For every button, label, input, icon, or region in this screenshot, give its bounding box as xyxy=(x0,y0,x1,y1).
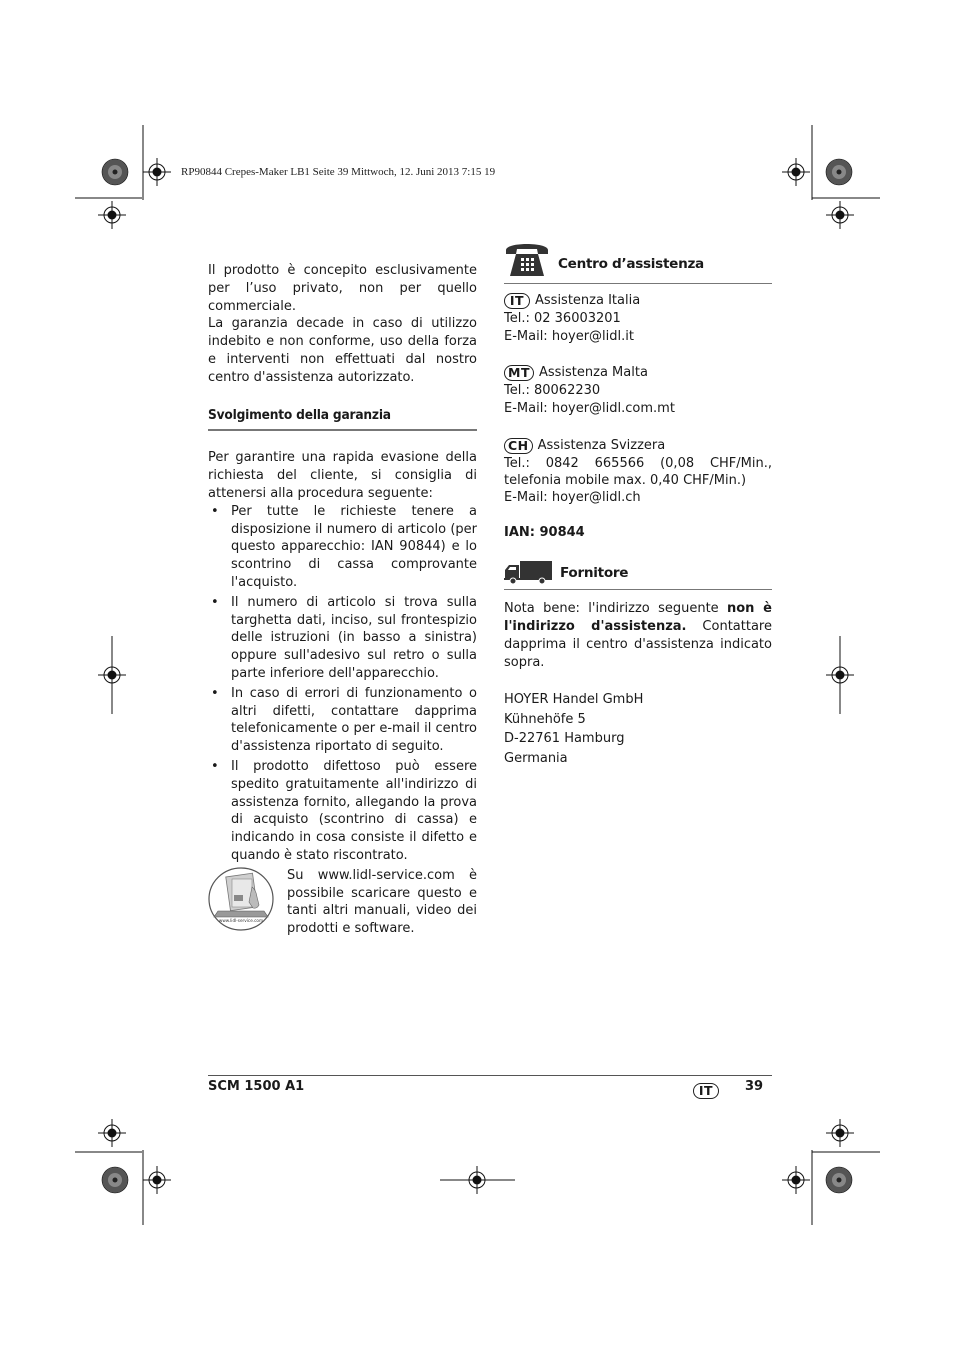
supplier-header xyxy=(504,560,772,590)
contact-email: E-Mail: hoyer@lidl.it xyxy=(504,328,634,344)
left-column xyxy=(208,262,477,938)
contact-name: Assistenza Italia xyxy=(535,293,641,308)
contact-tel: Tel.: 80062230 xyxy=(504,383,601,399)
lidl-service-text: Su www.lidl-service.com è possibile scaricare questo e tanti altri manuali, video dei prodotti e software. xyxy=(287,867,477,937)
country-badge-mt: MT xyxy=(504,365,534,381)
contact-email: E-Mail: hoyer@lidl.com.mt xyxy=(504,400,675,416)
section-title-warranty: Svolgimento della garanzia xyxy=(208,407,477,432)
address-line: D-22761 Hamburg xyxy=(504,731,625,747)
note-bold-text: non è l'indirizzo d'assistenza. xyxy=(504,601,772,634)
list-item: • Per tutte le richieste tenere a disposizione il numero di articolo (per questo apparecchio: IAN 90844) e lo scontrino di cassa comprovante l'acquisto. xyxy=(208,503,477,592)
list-item: • In caso di errori di funzionamento o altri difetti, contattare dapprima telefonicamente o per e-mail il centro d'assistenza riportato di seguito. xyxy=(208,685,477,756)
contact-italy xyxy=(504,292,772,345)
footer-model: SCM 1500 A1 xyxy=(208,1079,305,1094)
service-header xyxy=(504,238,772,284)
address-line: Kühnehöfe 5 xyxy=(504,711,586,727)
print-header: RP90844 Crepes-Maker LB1 Seite 39 Mittwoch, 12. Juni 2013 7:15 19 xyxy=(181,166,496,178)
list-item: • Il numero di articolo si trova sulla targhetta dati, inciso, sul frontespizio delle istruzioni (in basso a sinistra) oppure sull'adesivo sul retro o sulla parte inferiore dell'apparecchio. xyxy=(208,594,477,683)
section-intro: Per garantire una rapida evasione della richiesta del cliente, si consiglia di attenersi alla procedura seguente: xyxy=(208,450,477,501)
contact-switzerland xyxy=(504,437,772,507)
contact-name: Assistenza Svizzera xyxy=(537,437,666,453)
procedure-list xyxy=(208,503,477,865)
supplier-address xyxy=(504,690,772,768)
lidl-service-row xyxy=(208,867,477,938)
right-column xyxy=(504,238,772,768)
contact-name: Assistenza Malta xyxy=(538,365,648,381)
page-number: 39 xyxy=(745,1079,764,1094)
footer-divider xyxy=(208,1075,772,1076)
telephone-icon xyxy=(504,238,550,278)
list-item: • Il prodotto difettoso può essere spedito gratuitamente all'indirizzo di assistenza fornito, allegando la prova di acquisto (scontrino di cassa) e indicando in cosa consiste il difetto e quando è stato riscontrato. xyxy=(208,758,477,865)
note-text: Contattare dapprima il centro d'assistenza indicato sopra. xyxy=(504,618,772,670)
supplier-title: Fornitore xyxy=(560,565,629,582)
supplier-note xyxy=(504,600,772,671)
truck-icon xyxy=(504,560,552,584)
country-badge-ch: CH xyxy=(504,438,533,454)
country-badge-it: IT xyxy=(504,293,530,309)
address-line: Germania xyxy=(504,750,568,766)
address-line: HOYER Handel GmbH xyxy=(504,692,644,708)
contact-malta xyxy=(504,364,772,417)
service-title: Centro d’assistenza xyxy=(558,256,704,273)
svg-text:www.lidl-service.com: www.lidl-service.com xyxy=(218,917,264,923)
note-text: Nota bene: l'indirizzo seguente xyxy=(504,601,727,617)
footer-lang-badge xyxy=(693,1080,724,1099)
intro-paragraph-1: Il prodotto è concepito esclusivamente per l’uso privato, non per quello commerciale. xyxy=(208,263,477,314)
contact-tel: Tel.: 02 36003201 xyxy=(504,310,621,326)
intro-paragraph-2: La garanzia decade in caso di utilizzo indebito e non conforme, uso della forza e interventi non effettuati dal nostro centro d'assistenza autorizzato. xyxy=(208,316,477,385)
country-badge-it: IT xyxy=(693,1083,719,1099)
contact-tel: Tel.: 0842 665566 (0,08 CHF/Min., telefonia mobile max. 0,40 CHF/Min.) xyxy=(504,455,772,488)
contact-email: E-Mail: hoyer@lidl.ch xyxy=(504,489,641,505)
lidl-service-manual-icon xyxy=(208,865,276,931)
ian-number: IAN: 90844 xyxy=(504,525,585,541)
